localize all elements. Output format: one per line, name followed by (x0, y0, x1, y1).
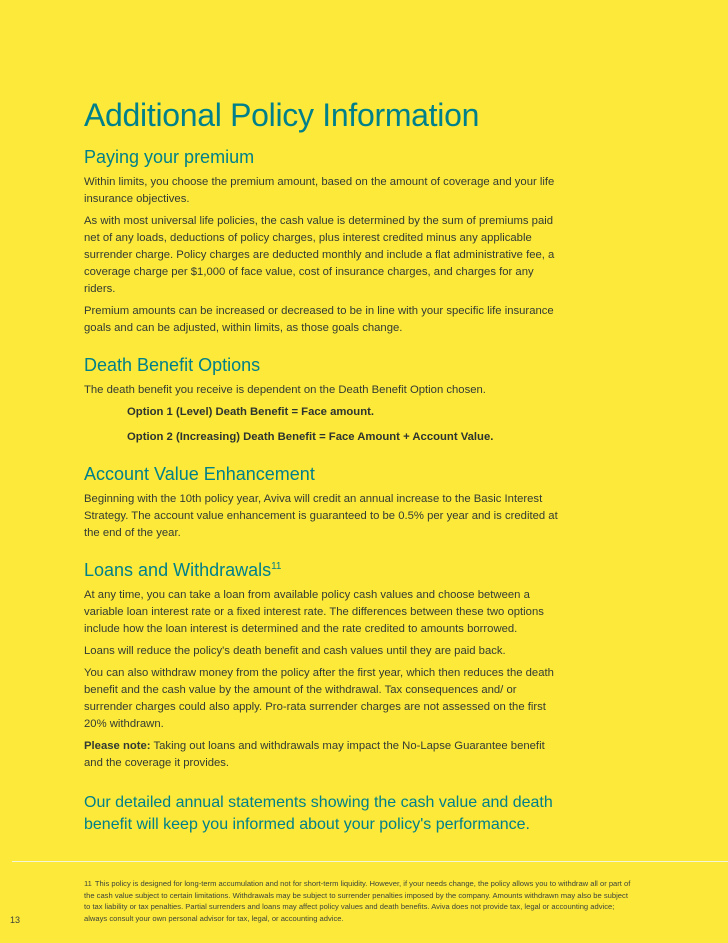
note-paragraph (84, 738, 562, 772)
option-2: Option 2 (Increasing) Death Benefit = Face Amount + Account Value. (127, 431, 494, 443)
paragraph: At any time, you can take a loan from available policy cash values and choose between a variable loan interest rate or a fixed interest rate. The differences between these two options include how the loan interest is determined and the rate credited to amounts borrowed. (84, 589, 544, 635)
footnote (84, 878, 634, 924)
section-heading-loans (84, 559, 562, 581)
section-paying-premium (84, 146, 562, 337)
paragraph: Within limits, you choose the premium amount, based on the amount of coverage and your life insurance objectives. (84, 176, 555, 205)
section-loans (84, 559, 562, 772)
paragraph: Loans will reduce the policy's death benefit and cash values until they are paid back. (84, 645, 506, 657)
footer-divider (12, 861, 728, 862)
heading-text: Loans and Withdrawals (84, 560, 272, 580)
section-death-benefit (84, 354, 562, 446)
page-title: Additional Policy Information (84, 97, 480, 133)
page-number: 13 (10, 915, 21, 925)
note-text: Taking out loans and withdrawals may impact the No-Lapse Guarantee benefit and the coverage it provides. (84, 740, 545, 769)
note-label: Please note: (84, 740, 151, 752)
callout-statement: Our detailed annual statements showing the cash value and death benefit will keep you informed about your policy's performance. (84, 794, 553, 833)
option-1: Option 1 (Level) Death Benefit = Face amount. (127, 406, 375, 418)
section-heading-enhancement: Account Value Enhancement (84, 464, 315, 484)
paragraph: Beginning with the 10th policy year, Aviva will credit an annual increase to the Basic Interest Strategy. The account value enhancement is guaranteed to be 0.5% per year and is credited at the end of the year. (84, 493, 558, 539)
paragraph: As with most universal life policies, the cash value is determined by the sum of premiums paid net of any loads, deductions of policy charges, plus interest credited minus any applicable surrender charge. Policy charges are deducted monthly and include a flat administrative fee, a coverage charge per $1,000 of face value, cost of insurance charges, and charges for any riders. (84, 215, 555, 295)
footnote-number: 11 (84, 879, 92, 888)
section-heading-death: Death Benefit Options (84, 355, 261, 375)
section-heading-paying: Paying your premium (84, 147, 255, 167)
paragraph: The death benefit you receive is dependent on the Death Benefit Option chosen. (84, 384, 486, 396)
paragraph: You can also withdraw money from the policy after the first year, which then reduces the death benefit and the cash value by the amount of the withdrawal. Tax consequences and/ or surrender charges could also apply. Pro-rata surrender charges are not assessed on the first 20% withdrawn. (84, 667, 554, 730)
footnote-text: This policy is designed for long-term accumulation and not for short-term liquidity. However, if your needs change, the policy allows you to withdraw all or part of the cash value subject to certain limitations. Withdrawals may be subject to surrender penalties imposed by the company. Amounts withdrawn may also be subject to tax liability or tax penalties. Partial surrenders and loans may affect policy values and death benefits. Aviva does not provide tax, legal or accounting advice; always consult your own personal advisor for tax, legal, or accounting advice. (84, 879, 631, 923)
content-column (84, 96, 562, 836)
footnote-ref: 11 (271, 561, 282, 572)
paragraph: Premium amounts can be increased or decreased to be in line with your specific life insurance goals and can be adjusted, within limits, as those goals change. (84, 305, 554, 334)
section-account-enhancement (84, 463, 562, 542)
